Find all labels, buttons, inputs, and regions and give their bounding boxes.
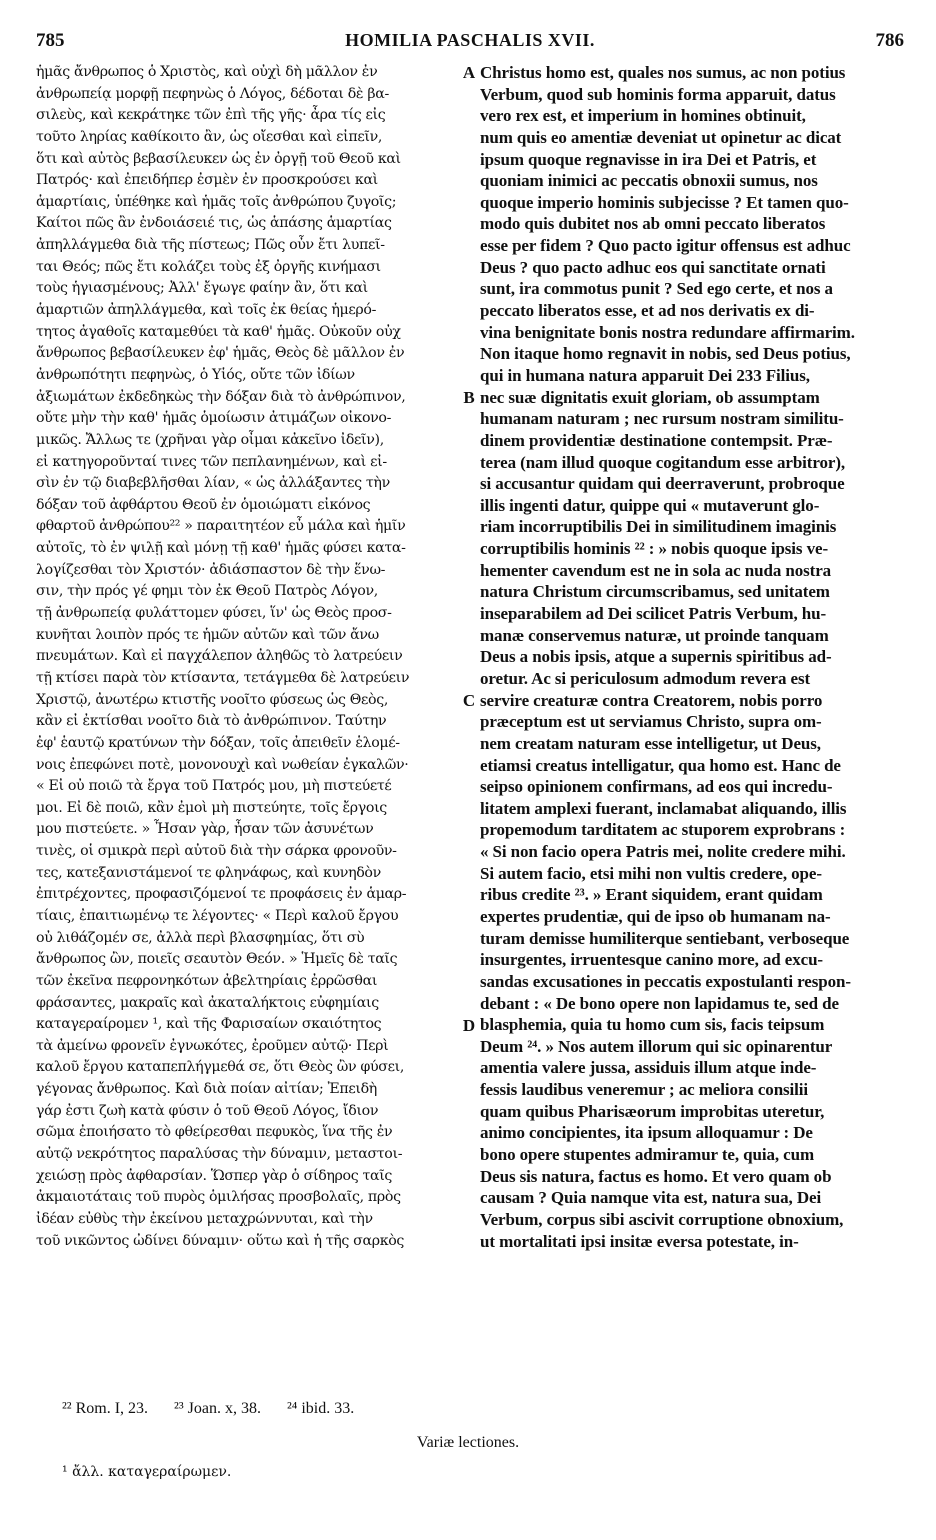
- greek-line: σὶν ἐν τῷ διαβεβλῆσθαι λίαν, « ὡς ἀλλάξαντες τὴν: [36, 475, 390, 492]
- latin-line: Deus ? quo pacto adhuc eos qui sanctitate ornati: [480, 257, 826, 277]
- greek-line: εἰ κατηγοροῦνταί τινες τῶν πεπλανημένων, καὶ εἰ-: [36, 453, 387, 470]
- latin-line: riam incorruptibilis Dei in similitudinem imaginis: [480, 517, 837, 537]
- greek-line: τοῦτο ληρίας καθίκοιτο ἂν, ὡς οἴεσθαι καὶ εἰπεῖν,: [36, 128, 383, 145]
- running-title: HOMILIA PASCHALIS XVII.: [345, 30, 595, 50]
- greek-line: γάρ ἐστι ζωὴ κατὰ φύσιν ὁ τοῦ Θεοῦ Λόγος, ἴδιον: [36, 1102, 379, 1119]
- latin-line: inseparabilem ad Dei scilicet Patris Verbum, hu-: [480, 604, 827, 624]
- latin-line: præceptum est ut serviamus Christo, supra om-: [480, 712, 822, 732]
- greek-line: ἁμαρτιῶν ἀπηλλάγμεθα, καὶ τοῖς ἐκ θείας ἡμερό-: [36, 302, 377, 319]
- margin-marker: C: [462, 690, 476, 710]
- page-header: [36, 30, 904, 56]
- greek-line: Καίτοι πῶς ἂν ἐνδοιάσειέ τις, ὡς ἁπάσης ἁμαρτίας: [36, 215, 392, 232]
- footnote: ²³ Joan. x, 38.: [174, 1400, 261, 1417]
- page-number-right: 786: [875, 30, 904, 51]
- latin-line: modo quis dubitet nos ab omni peccato liberatos: [480, 214, 826, 234]
- variant-reading: ¹ ἄλλ. καταγεραίρωμεν.: [62, 1464, 232, 1480]
- greek-line: μοι. Εἰ δὲ ποιῶ, κἂν ἐμοὶ μὴ πιστεύητε, τοῖς ἔργοις: [36, 799, 387, 816]
- greek-line: γέγονας ἄνθρωπος. Καὶ διὰ ποίαν αἰτίαν; Ἐπειδὴ: [36, 1081, 377, 1098]
- latin-line: ribus credite ²³. » Erant siquidem, erant quidam: [480, 885, 823, 905]
- greek-line: ται Θεός; πῶς ἔτι κολάζει τοὺς ἐξ ὀργῆς κινήμασι: [36, 258, 381, 275]
- latin-line: corruptibilis hominis ²² : » nobis quoque ipsis ve-: [480, 539, 829, 559]
- latin-line: amentia valere jussa, assiduis illum atque inde-: [480, 1058, 817, 1078]
- latin-line: nec suæ dignitatis exuit gloriam, ob assumptam: [480, 387, 820, 407]
- latin-line: nem creatam naturam esse intelligetur, ut Deus,: [480, 733, 821, 753]
- greek-line: σιν, τὴν πρός γέ φημι τὸν ἐκ Θεοῦ Πατρὸς Λόγον,: [36, 583, 378, 600]
- greek-line: καλοῦ ἔργου καταπεπλήγμεθά σε, ὅτι Θεὸς ὢν φύσει,: [36, 1059, 404, 1076]
- greek-line: τῇ ἀνθρωπείᾳ φυλάττομεν φύσει, ἵν' ὡς Θεὸς προσ-: [36, 605, 392, 622]
- greek-line: ἀνθρωπείᾳ μορφῇ πεφηνὼς ὁ Λόγος, δέδοται δὲ βα-: [36, 85, 389, 102]
- greek-line: τοὺς ἡγιασμένους; Ἀλλ' ἔγωγε φαίην ἂν, ὅτι καὶ: [36, 280, 368, 297]
- footnote: ²⁴ ibid. 33.: [286, 1400, 355, 1417]
- latin-line: debant : « De bono opere non lapidamus te, sed de: [480, 993, 839, 1013]
- latin-line: quam quibus Pharisæorum improbitas uteretur,: [480, 1101, 825, 1121]
- greek-line: τίαις, ἐπαιτιωμένῳ τε λέγοντες· « Περὶ καλοῦ ἔργου: [36, 907, 399, 924]
- latin-line: ipsum quoque regnavisse in ira Dei et Patris, et: [480, 149, 817, 169]
- margin-marker: D: [462, 1015, 476, 1035]
- greek-line: καταγεραίρομεν ¹, καὶ τῆς Φαρισαίων σκαιότητος: [36, 1016, 382, 1033]
- greek-line: τινὲς, οἱ σμικρὰ περὶ αὐτοῦ διὰ τὴν σάρκα φρονοῦν-: [36, 843, 397, 860]
- greek-line: ἀνθρωπότητι πεφηνὼς, ὁ Υἱός, οὔτε τῶν ἰδίων: [36, 366, 355, 383]
- greek-line: ἁμαρτίαις, ὑπέθηκε καὶ ἡμᾶς τοῖς ἀνθρώπου ζυγοῖς;: [36, 193, 397, 210]
- greek-line: χειώσῃ πρὸς ἀφθαρσίαν. Ὥσπερ γὰρ ὁ σίδηρος ταῖς: [36, 1167, 393, 1184]
- latin-text-column: [480, 62, 904, 1252]
- greek-line: Χριστῷ, ἀνωτέρω κτιστῆς νοοῖτο φύσεως ὡς Θεὸς,: [36, 691, 388, 708]
- latin-line: si accusantur quidam qui deerraverunt, probroque: [480, 474, 845, 494]
- latin-line: servire creaturæ contra Creatorem, nobis porro: [480, 690, 823, 710]
- greek-line: φράσαντες, μακραῖς καὶ ἀκαταλήκτοις εὐφημίαις: [36, 994, 379, 1011]
- latin-line: sandas excusationes in peccatis expostulanti respon-: [480, 971, 851, 991]
- greek-line: φθαρτοῦ ἀνθρώπου²² » παραιτητέον εὖ μάλα καὶ ἡμῖν: [36, 518, 406, 535]
- latin-line: « Si non facio opera Patris mei, nolite credere mihi.: [480, 842, 846, 862]
- latin-line: oretur. Ac si periculosum admodum revera est: [480, 668, 811, 688]
- greek-line: τες, κατεξανιστάμενοί τε φληνάφως, καὶ κυνηδὸν: [36, 864, 381, 881]
- greek-line: μου πιστεύετε. » Ἦσαν γὰρ, ἦσαν τῶν ἀσυνέτων: [36, 821, 374, 838]
- greek-line: ἐπιτρέχοντες, προφασιζόμενοί τε προφάσεις ἐν ἁμαρ-: [36, 886, 407, 903]
- latin-line: expertes prudentiæ, qui de ipso ob humanam na-: [480, 906, 831, 926]
- latin-line: illis ingenti datur, quippe qui « mutaverunt glo-: [480, 495, 820, 515]
- latin-line: peccato liberatos esse, et ad nos derivatis ex di-: [480, 301, 815, 321]
- greek-line: ἰδέαν εὐθὺς τὴν ἐκείνου μεταχρώννυται, καὶ τὴν: [36, 1210, 373, 1227]
- greek-line: τῇ κτίσει παρὰ τὸν κτίσαντα, τετάγμεθα δὲ λατρεύειν: [36, 669, 410, 686]
- latin-line: quoniam inimici ac peccatis obnoxii sumus, nos: [480, 171, 818, 191]
- latin-line: ut mortalitati ipsi insitæ eversa potestate, in-: [480, 1231, 799, 1251]
- greek-line: πνευμάτων. Καὶ εἰ παγχάλεπον ἀληθῶς τὸ λατρεύειν: [36, 648, 403, 665]
- latin-line: animo concipientes, ita ipsum alloquamur : De: [480, 1123, 813, 1143]
- greek-text-column: [36, 62, 456, 1252]
- latin-line: vero rex est, et imperium in homines obtinuit,: [480, 106, 806, 126]
- greek-line: ἐφ' ἑαυτῷ κρατύνων τὴν δόξαν, τοῖς ἀπειθεῖν ἑλομέ-: [36, 734, 400, 751]
- greek-line: δόξαν τοῦ ἀφθάρτου Θεοῦ ἐν ὁμοιώματι εἰκόνος: [36, 496, 371, 513]
- latin-line: Non itaque homo regnavit in nobis, sed Deus potius,: [480, 344, 851, 364]
- latin-line: turam demisse humiliterque sentiebant, verboseque: [480, 928, 850, 948]
- margin-marker: B: [463, 387, 475, 407]
- latin-line: insurgentes, irruentesque canino more, ad excu-: [480, 950, 823, 970]
- greek-line: μικῶς. Ἄλλως τε (χρῆναι γὰρ οἶμαι κἀκεῖνο ἰδεῖν),: [36, 431, 384, 448]
- greek-line: ἡμᾶς ἄνθρωπος ὁ Χριστὸς, καὶ οὐχὶ δὴ μᾶλλον ἐν: [36, 64, 378, 80]
- greek-line: τῶν ἐκεῖνα πεφρονηκότων ἀβελτηρίαις ἐρρῶσθαι: [36, 972, 378, 989]
- greek-line: λογίζεσθαι τὸν Χριστόν· ἀδιάσπαστον δὲ τὴν ἕνω-: [36, 561, 386, 578]
- greek-line: « Εἰ οὐ ποιῶ τὰ ἔργα τοῦ Πατρός μου, μὴ πιστεύετέ: [36, 778, 392, 795]
- latin-line: Verbum, quod sub hominis forma apparuit, datus: [480, 84, 836, 104]
- greek-line: Πατρός· καὶ ἐπειδήπερ ἐσμὲν ἐν προσκρούσει καὶ: [36, 172, 378, 189]
- greek-line: νοις ἐπεφώνει ποτὲ, μονονουχὶ καὶ νωθείαν ἐγκαλῶν·: [36, 756, 409, 773]
- latin-line: Christus homo est, quales nos sumus, ac non potius: [480, 63, 846, 82]
- latin-line: hementer cavendum est ne in sola ac nuda nostra: [480, 560, 832, 580]
- greek-line: ἀκμαιοτάταις τοῦ πυρὸς ὁμιλήσας προσβολαῖς, πρὸς: [36, 1189, 401, 1206]
- latin-line: esse per fidem ? Quo pacto igitur offensus est adhuc: [480, 236, 851, 256]
- greek-line: οὐ λιθάζομέν σε, ἀλλὰ περὶ βλασφημίας, ὅτι σὺ: [36, 929, 365, 946]
- latin-line: sunt, ira commotus punit ? Sed ego certe, et nos a: [480, 279, 833, 299]
- latin-line: bono opere stupentes admiramur te, quia, cum: [480, 1145, 815, 1165]
- latin-line: Deus a nobis ipsis, atque a supernis spiritibus ad-: [480, 647, 832, 667]
- latin-line: qui in humana natura apparuit Dei 233 Filius,: [480, 365, 810, 385]
- greek-line: ἄνθρωπος βεβασίλευκεν ἐφ' ἡμᾶς, Θεὸς δὲ μᾶλλον ἐν: [36, 345, 405, 362]
- latin-line: litatem amplexi fuerant, inclamabat aliquando, illis: [480, 798, 847, 818]
- latin-line: num quis eo amentiæ deveniat ut opinetur ac dicat: [480, 127, 842, 147]
- greek-line: ὅτι καὶ αὐτὸς βεβασίλευκεν ὡς ἐν ὀργῇ τοῦ Θεοῦ καὶ: [36, 150, 401, 167]
- greek-line: ἀπηλλάγμεθα διὰ τῆς πίστεως; Πῶς οὖν ἔτι λυπεῖ-: [36, 237, 385, 254]
- latin-line: manæ conservemus naturæ, ut proinde tanquam: [480, 625, 829, 645]
- footnotes: [62, 1400, 380, 1418]
- greek-line: κυνῆται λοιπὸν πρός τε ἡμῶν αὐτῶν καὶ τῶν ἄνω: [36, 626, 379, 643]
- latin-line: Deus sis natura, factus es homo. Et vero quam ob: [480, 1166, 832, 1186]
- greek-line: ἀξιωμάτων ἐκδεδηκὼς τὴν δόξαν διὰ τὸ ἀνθρώπινον,: [36, 388, 406, 405]
- latin-line: vina benignitate bonis nostra redundare affirmarim.: [480, 322, 855, 342]
- page-number-left: 785: [36, 30, 65, 51]
- footnote: ²² Rom. I, 23.: [62, 1400, 149, 1417]
- greek-line: σῶμα ἐποιήσατο τὸ φθείρεσθαι πεφυκὸς, ἵνα τῆς ἐν: [36, 1124, 393, 1141]
- latin-line: humanam naturam ; nec rursum nostram similitu-: [480, 409, 844, 429]
- greek-line: τοῦ νικῶντος ὠδίνει δύναμιν· οὕτω καὶ ἡ τῆς σαρκὸς: [36, 1232, 405, 1249]
- latin-line: etiamsi creatus intelligatur, qua homo est. Hanc de: [480, 755, 841, 775]
- greek-line: αὐτοῖς, τὸ ἐν ψιλῇ καὶ μόνῃ τῇ καθ' ἡμᾶς φύσει κατα-: [36, 540, 406, 557]
- latin-line: fessis laudibus veneremur ; ac meliora consilii: [480, 1080, 809, 1100]
- greek-line: αὐτῷ νεκρότητος παραλύσας τὴν δύναμιν, μεταστοι-: [36, 1146, 403, 1163]
- latin-line: terea (nam illud quoque cogitandum esse arbitror),: [480, 452, 846, 472]
- latin-line: Si autem facio, etsi mihi non vultis credere, ope-: [480, 863, 822, 883]
- latin-line: blasphemia, quia tu homo cum sis, facis teipsum: [480, 1015, 825, 1035]
- greek-line: τὰ ἀμείνω φρονεῖν ἐγνωκότες, ἐροῦμεν αὐτῷ· Περὶ: [36, 1037, 389, 1054]
- greek-line: οὔτε μὴν τὴν καθ' ἡμᾶς ὁμοίωσιν ἀτιμάζων οἰκονο-: [36, 410, 392, 427]
- latin-line: natura Christum circumscribamus, sed unitatem: [480, 582, 830, 602]
- margin-marker: A: [462, 63, 476, 82]
- latin-line: Verbum, corpus sibi ascivit corruptione obnoxium,: [480, 1209, 844, 1229]
- latin-line: quoque imperio hominis subjecisse ? Et tamen quo-: [480, 192, 849, 212]
- greek-line: σιλεὺς, καὶ κεκράτηκε τῶν ἐπὶ τῆς γῆς· ἆρα τίς εἰς: [36, 107, 386, 124]
- latin-line: propemodum tarditatem ac stuporem exprobrans :: [480, 820, 846, 840]
- greek-line: κἂν εἰ ἐκτίσθαι νοοῖτο διὰ τὸ ἀνθρώπινον. Ταύτην: [36, 713, 387, 730]
- latin-line: seipso opinionem confirmans, ad eos qui incredu-: [480, 777, 833, 797]
- latin-line: Deum ²⁴. » Nos autem illorum qui sic opinarentur: [480, 1036, 833, 1056]
- greek-line: τητος ἀγαθοῖς καταμεθύει τὰ καθ' ἡμᾶς. Οὐκοῦν οὐχ: [36, 323, 401, 340]
- greek-line: ἄνθρωπος ὢν, ποιεῖς σεαυτὸν Θεόν. » Ἡμεῖς δὲ ταῖς: [36, 951, 398, 968]
- latin-line: dinem providentiæ destinatione contempsit. Præ-: [480, 430, 833, 450]
- latin-line: causam ? Quia namque vita est, natura sua, Dei: [480, 1188, 822, 1208]
- variae-lectiones-heading: Variæ lectiones.: [416, 1434, 520, 1451]
